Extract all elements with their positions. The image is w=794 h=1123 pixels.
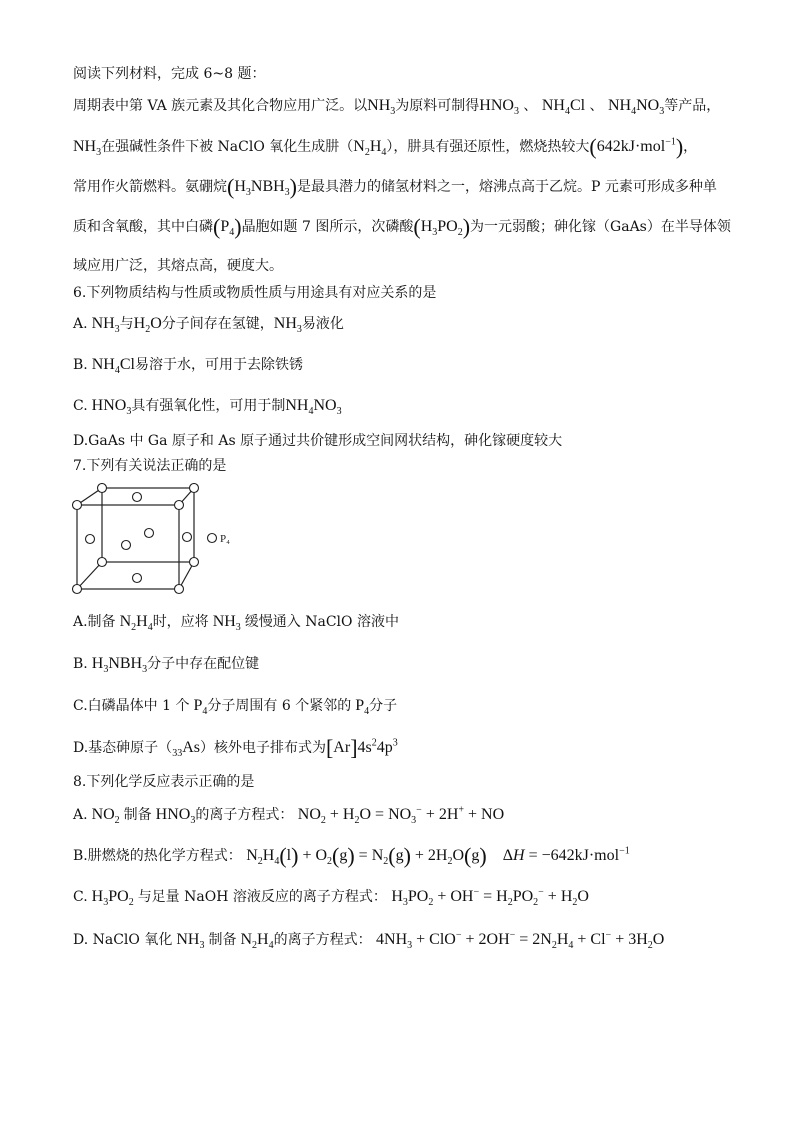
intro-line-5: 域应用广泛，其熔点高，硬度大。: [73, 258, 283, 274]
legend-p4-marker: [208, 534, 217, 543]
q7-option-a: A.制备 $N_2H_4$时，应将 $NH_3$ 缓慢通入 NaClO 溶液中: [73, 613, 399, 634]
q8-option-a: A. $NO_2$ 制备 $HNO_3$的离子方程式： $NO_2 + H_2O = NO_3^- + 2H^+$ + NO: [73, 804, 505, 827]
intro-line-2: $NH_3$在强碱性条件下被 NaClO 氧化生成肼$(N_2H_4)$，肼具有强还原性，燃烧热较大(642kJ·mol$^{-1}$)，: [73, 134, 698, 159]
p4-molecule: [190, 558, 199, 567]
intro-line-3: 常用作火箭燃料。氨硼烷$(H_3NBH_3)$是最具潜力的储氢材料之一，熔沸点高于乙烷。P 元素可形成多种单: [73, 174, 717, 199]
q8-option-d: D. NaClO 氧化 $NH_3$ 制备 $N_2H_4$的离子方程式： $4NH_3 + ClO^- + 2OH^- = 2N_2H_4 + Cl^- + 3H_2O$: [73, 929, 665, 952]
q8-option-c: C. $H_3PO_2$ 与足量 NaOH 溶液反应的离子方程式： $H_3PO_2 + OH^- = H_2PO_2^- + H_2O$: [73, 886, 589, 909]
q6-stem: 6.下列物质结构与性质或物质性质与用途具有对应关系的是: [73, 285, 437, 301]
q7-stem: 7.下列有关说法正确的是: [73, 458, 227, 474]
q8-stem: 8.下列化学反应表示正确的是: [73, 774, 255, 790]
q8-option-b: B.肼燃烧的热化学方程式： $N_2H_4(l) + O_2(g) = N_2(g) + 2H_2O(g)$ ΔH = −642kJ·mol$^{-1}$: [73, 843, 630, 868]
legend-p4-label: P₄: [220, 533, 230, 545]
q6-option-c: C. $HNO_3$具有强氧化性，可用于制$NH_4NO_3$: [73, 397, 342, 418]
intro-lead: 阅读下列材料，完成 6~8 题：: [73, 66, 266, 82]
q7-option-c: C.白磷晶体中 1 个 $P_4$分子周围有 6 个紧邻的 $P_4$分子: [73, 697, 398, 718]
p4-molecule: [183, 533, 192, 542]
p4-molecule: [190, 484, 199, 493]
p4-molecule: [175, 501, 184, 510]
q7-option-d: D.基态砷原子$(_{33}As)$核外电子排布式为$[Ar]4s^24p^3$: [73, 735, 398, 760]
q7-option-b: B. $H_3NBH_3$分子中存在配位键: [73, 655, 260, 676]
q6-option-b: B. $NH_4Cl$易溶于水，可用于去除铁锈: [73, 356, 303, 377]
p4-molecule: [133, 493, 142, 502]
p4-molecule: [98, 558, 107, 567]
q6-option-d: D.GaAs 中 Ga 原子和 As 原子通过共价键形成空间网状结构，砷化镓硬度较大: [73, 433, 563, 449]
p4-unit-cell-figure: [72, 483, 242, 595]
intro-line-1: 周期表中第 VA 族元素及其化合物应用广泛。以$NH_3$为原料可制得$HNO_3$ 、 $NH_4Cl$ 、 $NH_4NO_3$等产品，: [73, 97, 721, 118]
p4-molecule: [175, 585, 184, 594]
p4-molecule: [145, 529, 154, 538]
p4-molecule: [86, 535, 95, 544]
p4-molecule: [73, 501, 82, 510]
p4-molecule: [122, 541, 131, 550]
p4-molecule: [133, 574, 142, 583]
q6-option-a: A. $NH_3$与$H_2O$分子间存在氢键，$NH_3$易液化: [73, 315, 344, 336]
p4-molecule: [73, 585, 82, 594]
p4-molecule: [98, 484, 107, 493]
cell-back-face: [102, 488, 194, 562]
intro-line-4: 质和含氧酸，其中白磷$(P_4)$晶胞如题 7 图所示，次磷酸$(H_3PO_2)$为一元弱酸；砷化镓（GaAs）在半导体领: [73, 214, 731, 239]
